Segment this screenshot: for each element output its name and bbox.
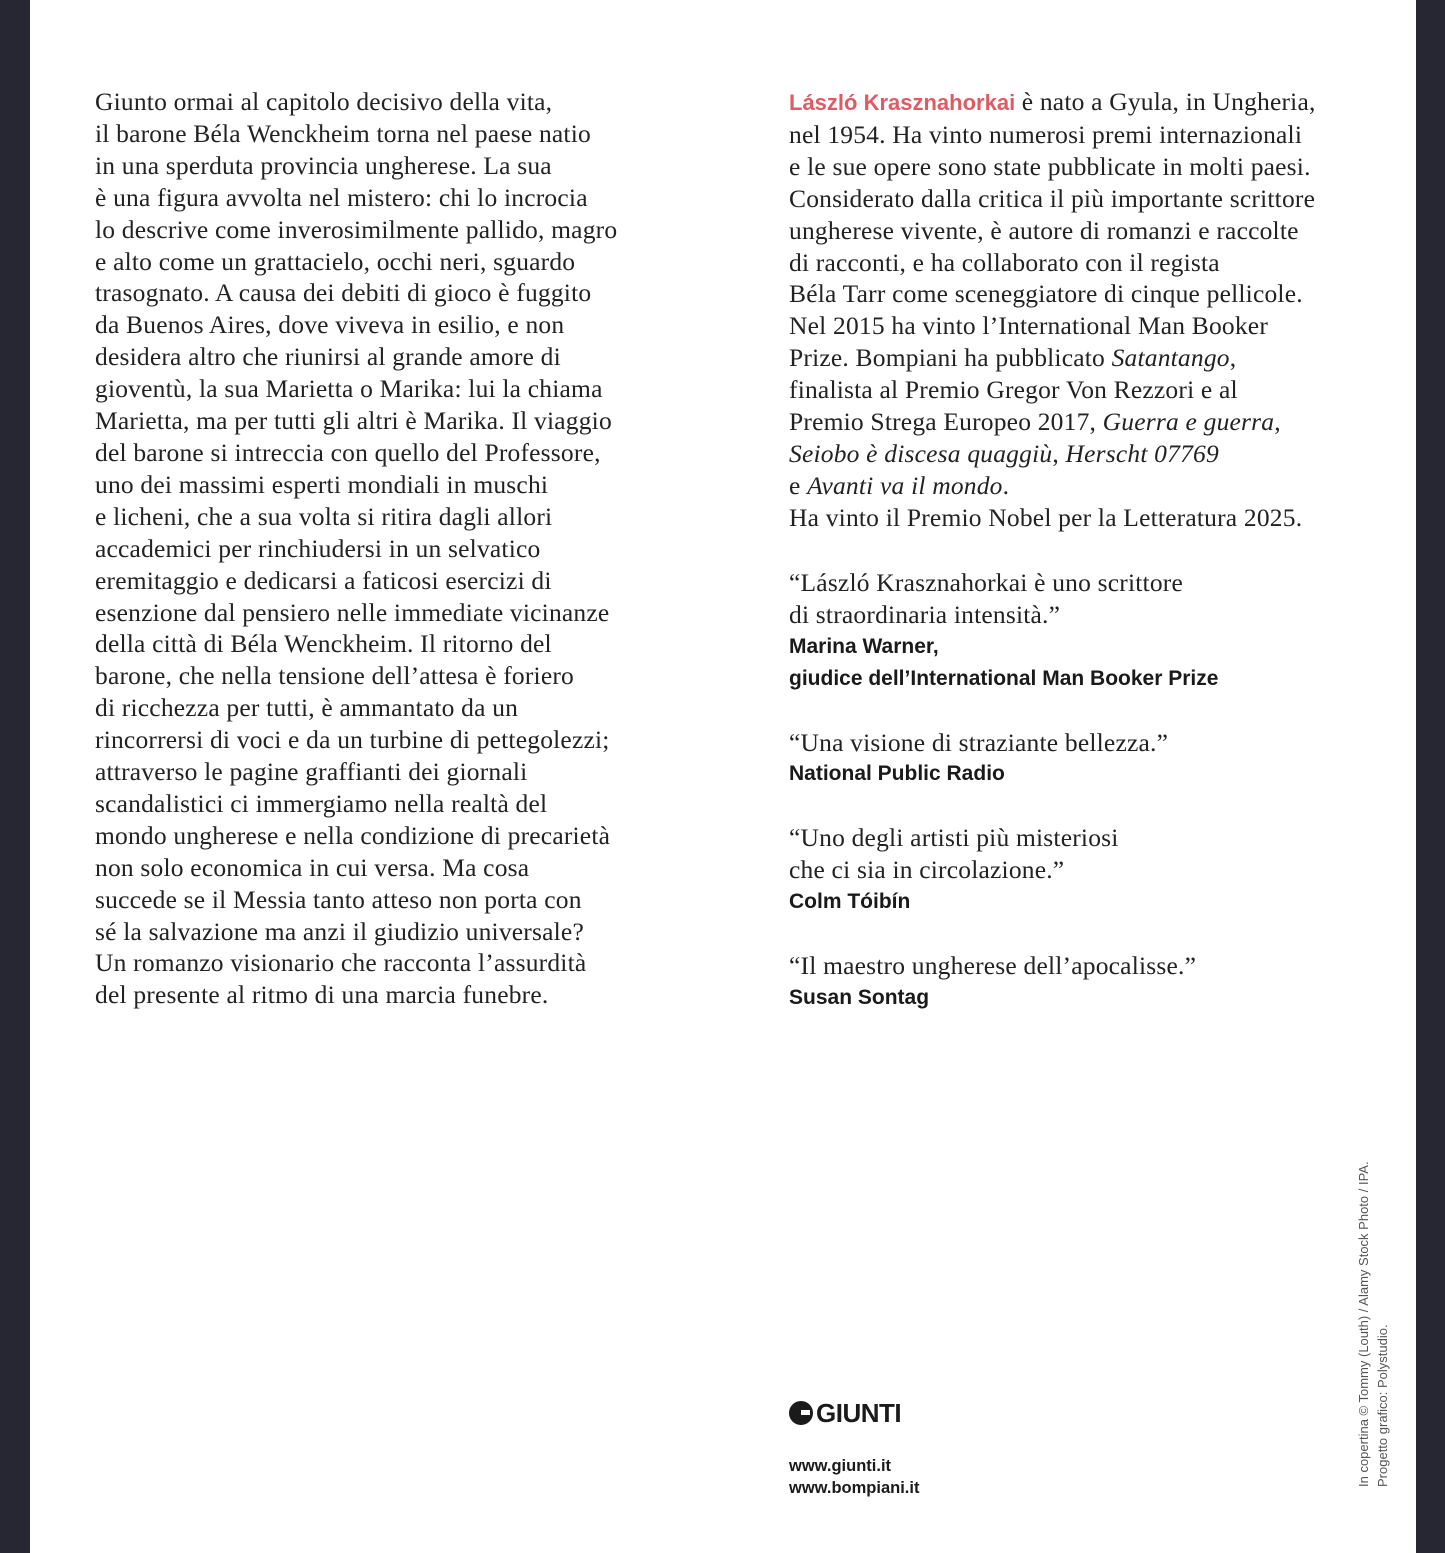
description-line: e licheni, che a sua volta si ritira dagli allori xyxy=(95,501,553,531)
description-line: e alto come un grattacielo, occhi neri, sguardo xyxy=(95,246,576,276)
description-line: uno dei massimi esperti mondiali in muschi xyxy=(95,469,549,499)
bio-line xyxy=(789,86,1389,119)
description-line: scandalistici ci immergiamo nella realtà del xyxy=(95,788,548,818)
description-line: succede se il Messia tanto atteso non porta con xyxy=(95,884,582,914)
bio-text: . xyxy=(1002,470,1010,500)
quote-line: “Uno degli artisti più misteriosi xyxy=(789,823,1119,853)
press-quote xyxy=(789,950,1389,1014)
quote-attribution: Marina Warner, xyxy=(789,634,939,658)
bio-text: , xyxy=(1274,407,1281,437)
cover-credits xyxy=(1354,1147,1392,1487)
bio-text: è nato a Gyula, in Ungheria, xyxy=(1015,87,1316,116)
description-line: barone, che nella tensione dell’attesa è foriero xyxy=(95,661,574,691)
bio-line: e le sue opere sono state pubblicate in molti paesi. xyxy=(789,151,1311,181)
description-line: accademici per rinchiudersi in un selvatico xyxy=(95,533,541,563)
bio-text: e xyxy=(789,470,808,500)
description-line: di ricchezza per tutti, è ammantato da un xyxy=(95,693,519,723)
book-title: Satantango xyxy=(1111,343,1230,373)
description-line: eremitaggio e dedicarsi a faticosi esercizi di xyxy=(95,565,552,595)
book-title: Avanti va il mondo xyxy=(807,470,1003,500)
quote-line: “László Krasznahorkai è uno scrittore xyxy=(789,567,1183,597)
quote-attribution: National Public Radio xyxy=(789,762,1005,786)
bio-line: nel 1954. Ha vinto numerosi premi internazionali xyxy=(789,119,1303,149)
bio-line: ungherese vivente, è autore di romanzi e raccolte xyxy=(789,215,1299,245)
quote-attribution: Colm Tóibín xyxy=(789,890,911,914)
description-line: non solo economica in cui versa. Ma cosa xyxy=(95,852,530,882)
description-line: Giunto ormai al capitolo decisivo della vita, xyxy=(95,87,553,116)
bio-text: Premio Strega Europeo 2017, xyxy=(789,407,1103,437)
description-line: esenzione dal pensiero nelle immediate vicinanze xyxy=(95,597,610,627)
bio-text: , xyxy=(1229,343,1237,373)
bio-line: Ha vinto il Premio Nobel per la Letteratura 2025. xyxy=(789,502,1303,532)
quote-line: di straordinaria intensità.” xyxy=(789,599,1061,629)
description-line: Un romanzo visionario che racconta l’assurdità xyxy=(95,948,587,978)
quote-line: “Una visione di straziante bellezza.” xyxy=(789,727,1169,757)
description-line: mondo ungherese e nella condizione di precarietà xyxy=(95,820,611,850)
press-quote xyxy=(789,822,1389,918)
description-line: del presente al ritmo di una marcia funebre. xyxy=(95,980,549,1010)
press-quote xyxy=(789,727,1389,791)
quote-line: “Il maestro ungherese dell’apocalisse.” xyxy=(789,951,1197,981)
bio-line: finalista al Premio Gregor Von Rezzori e al xyxy=(789,375,1238,405)
book-description xyxy=(95,86,695,1011)
bio-line: Béla Tarr come sceneggiatore di cinque pellicole. xyxy=(789,279,1303,309)
book-title: Guerra e guerra xyxy=(1102,407,1275,437)
description-line: sé la salvazione ma anzi il giudizio universale? xyxy=(95,916,584,946)
author-name: László Krasznahorkai xyxy=(789,90,1016,115)
description-line: Marietta, ma per tutti gli altri è Marika. Il viaggio xyxy=(95,406,612,436)
author-bio xyxy=(789,86,1389,534)
bio-text: , xyxy=(1052,438,1066,468)
description-line: rincorrersi di voci e da un turbine di pettegolezzi; xyxy=(95,725,610,755)
bio-text: Prize. Bompiani ha pubblicato xyxy=(789,343,1112,373)
book-title: Herscht 07769 xyxy=(1065,438,1219,468)
website-link[interactable]: www.bompiani.it xyxy=(789,1479,920,1497)
description-line: gioventù, la sua Marietta o Marika: lui la chiama xyxy=(95,374,603,404)
book-title: Seiobo è discesa quaggiù xyxy=(789,438,1053,468)
description-line: lo descrive come inverosimilmente pallido, magro xyxy=(95,214,618,244)
bio-line xyxy=(789,406,1389,438)
bio-line: Nel 2015 ha vinto l’International Man Booker xyxy=(789,311,1269,341)
left-cover-edge xyxy=(0,0,30,1553)
website-link[interactable]: www.giunti.it xyxy=(789,1457,892,1475)
publisher-block xyxy=(789,1398,919,1499)
credit-line: In copertina © Tommy (Louth) / Alamy Stock Photo / IPA. xyxy=(1356,1161,1371,1487)
press-quotes xyxy=(789,567,1389,1014)
description-line: del barone si intreccia con quello del Professore, xyxy=(95,437,601,467)
description-line: da Buenos Aires, dove viveva in esilio, e non xyxy=(95,310,565,340)
description-line: desidera altro che riunirsi al grande amore di xyxy=(95,342,561,372)
publisher-logo xyxy=(789,1398,919,1428)
description-line: della città di Béla Wenckheim. Il ritorno del xyxy=(95,629,552,659)
bio-line: Considerato dalla critica il più importante scrittore xyxy=(789,183,1316,213)
description-line: il barone Béla Wenckheim torna nel paese natio xyxy=(95,118,591,148)
bio-line xyxy=(789,342,1389,374)
press-quote xyxy=(789,567,1389,695)
description-line: trasognato. A causa dei debiti di gioco è fuggito xyxy=(95,278,592,308)
quote-line: che ci sia in circolazione.” xyxy=(789,855,1065,885)
right-cover-edge xyxy=(1416,0,1445,1553)
credit-line: Progetto grafico: Polystudio. xyxy=(1375,1324,1390,1487)
bio-line xyxy=(789,470,1389,502)
quote-attribution: giudice dell’International Man Booker Prize xyxy=(789,666,1219,690)
bio-line: di racconti, e ha collaborato con il regista xyxy=(789,247,1220,277)
bio-line xyxy=(789,438,1389,470)
description-line: è una figura avvolta nel mistero: chi lo incrocia xyxy=(95,182,588,212)
description-line: attraverso le pagine graffianti dei giornali xyxy=(95,757,528,787)
description-line: in una sperduta provincia ungherese. La sua xyxy=(95,150,552,180)
right-column xyxy=(789,86,1389,1046)
giunti-g-icon xyxy=(789,1401,813,1425)
quote-attribution: Susan Sontag xyxy=(789,986,930,1010)
publisher-logo-text: GIUNTI xyxy=(816,1397,902,1428)
publisher-websites xyxy=(789,1455,919,1499)
